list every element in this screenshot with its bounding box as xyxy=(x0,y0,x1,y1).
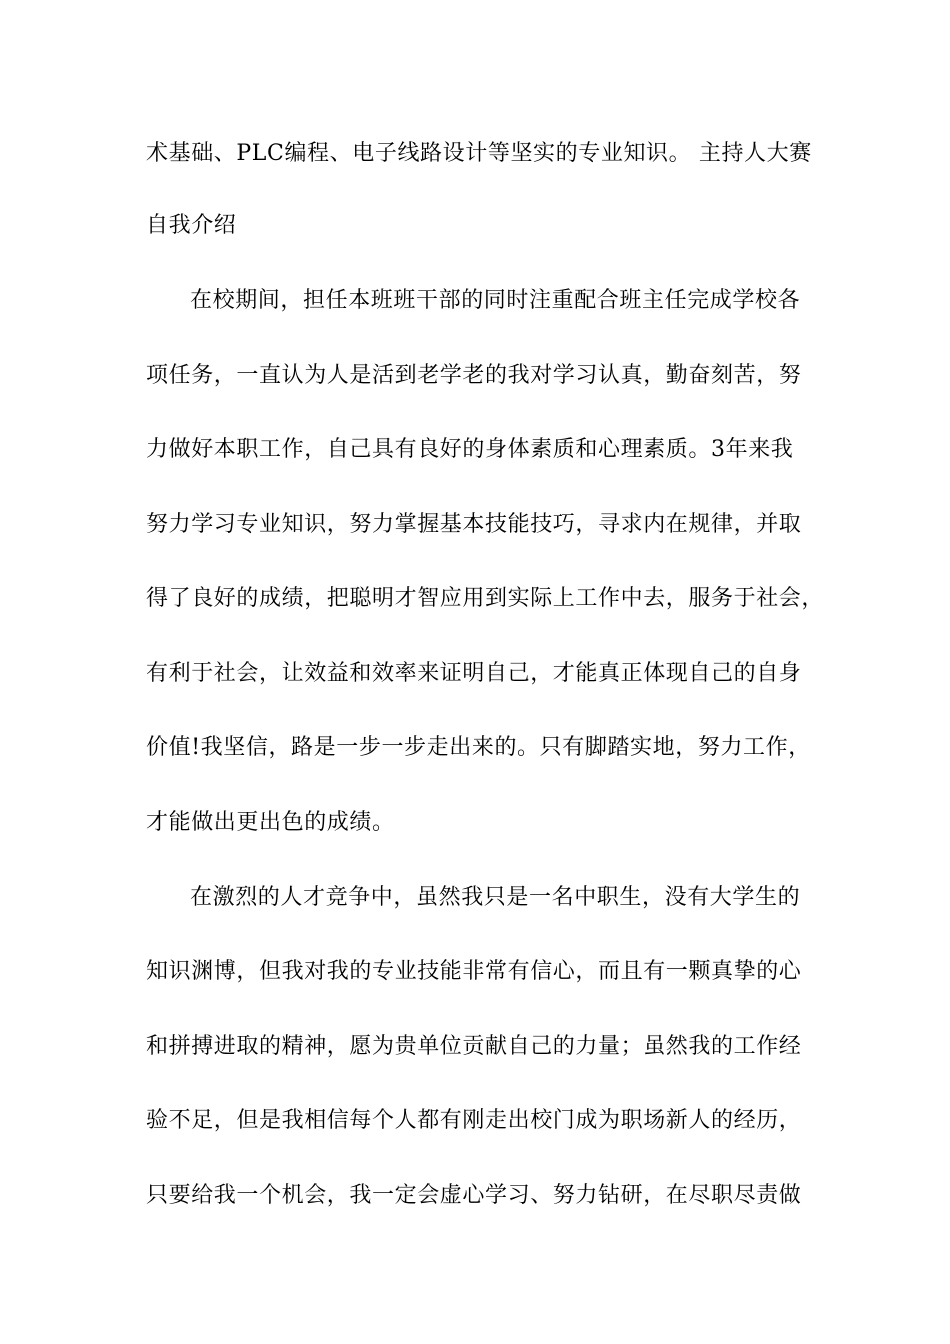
paragraph-start-line: 在校期间，担任本班班干部的同时注重配合班主任完成学校各 xyxy=(190,288,801,313)
paragraph-start-line: 在激烈的人才竞争中，虽然我只是一名中职生，没有大学生的 xyxy=(190,885,801,910)
text-line: 只要给我一个机会，我一定会虚心学习、努力钻研，在尽职尽责做 xyxy=(146,1183,802,1208)
text-line: 得了良好的成绩，把聪明才智应用到实际上工作中去，服务于社会， xyxy=(146,586,825,611)
text-line: 自我介绍 xyxy=(146,213,237,238)
text-line: 努力学习专业知识，努力掌握基本技能技巧，寻求内在规律，并取 xyxy=(146,512,802,537)
text-line: 有利于社会，让效益和效率来证明自己，才能真正体现自己的自身 xyxy=(146,661,802,686)
text-line: 才能做出更出色的成绩。 xyxy=(146,810,395,835)
text-line: 和拼搏进取的精神，愿为贵单位贡献自己的力量；虽然我的工作经 xyxy=(146,1034,802,1059)
text-line: 知识渊博，但我对我的专业技能非常有信心，而且有一颗真挚的心 xyxy=(146,959,802,984)
text-line: 价值!我坚信，路是一步一步走出来的。只有脚踏实地，努力工作， xyxy=(146,735,811,760)
text-line: 力做好本职工作，自己具有良好的身体素质和心理素质。3年来我 xyxy=(146,437,794,462)
text-line: 术基础、PLC编程、电子线路设计等坚实的专业知识。 主持人大赛 xyxy=(146,141,812,166)
text-line: 项任务，一直认为人是活到老学老的我对学习认真，勤奋刻苦，努 xyxy=(146,363,802,388)
text-line: 验不足，但是我相信每个人都有刚走出校门成为职场新人的经历， xyxy=(146,1108,802,1133)
